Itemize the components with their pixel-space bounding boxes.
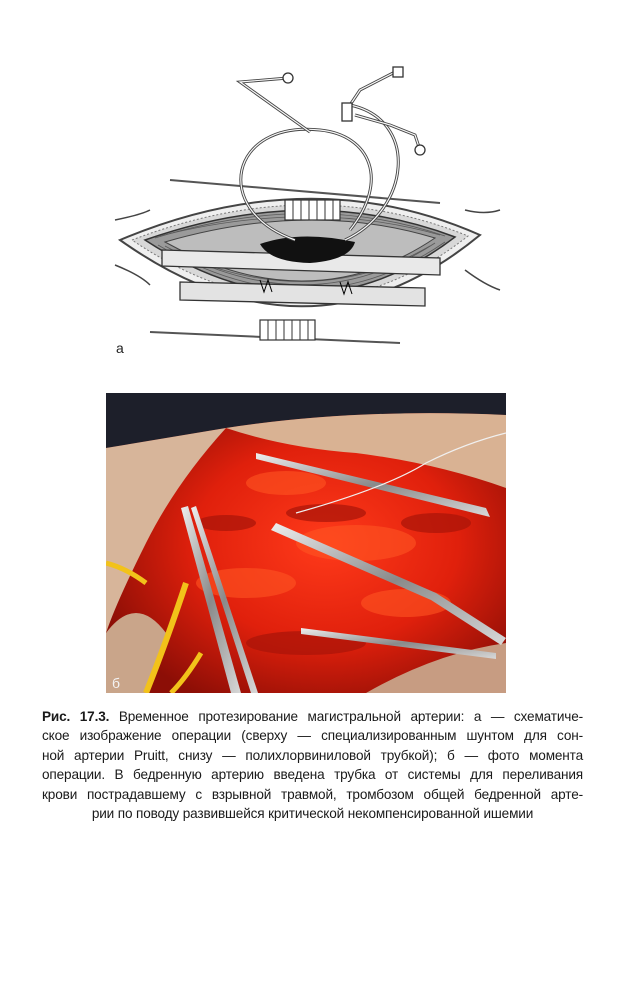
caption-line: Рис. 17.3. Временное протезирование магистральной артерии: а — схематиче-	[42, 709, 583, 724]
caption-line: ское изображение операции (сверху — специализированным шунтом для сон-	[42, 728, 583, 744]
figure-panel-b-photo	[106, 393, 506, 693]
caption-line: крови пострадавшему с взрывной травмой, тромбозом общей бедренной арте-	[42, 786, 583, 802]
figure-caption	[42, 707, 583, 823]
panel-b-label: б	[112, 675, 121, 691]
surgery-photo	[106, 393, 506, 693]
caption-line: ной артерии Pruitt, снизу — полихлорвиниловой трубкой); б — фото момента	[42, 747, 583, 763]
panel-a-label: а	[116, 340, 124, 356]
caption-line: рии по поводу развившейся критической некомпенсированной ишемии	[91, 806, 534, 822]
figure-panel-a	[110, 60, 510, 360]
figure-number: Рис. 17.3.	[42, 709, 110, 724]
surgery-schematic-drawing	[110, 60, 510, 360]
caption-line: операции. В бедренную артерию введена трубка от системы для переливания	[42, 767, 583, 783]
